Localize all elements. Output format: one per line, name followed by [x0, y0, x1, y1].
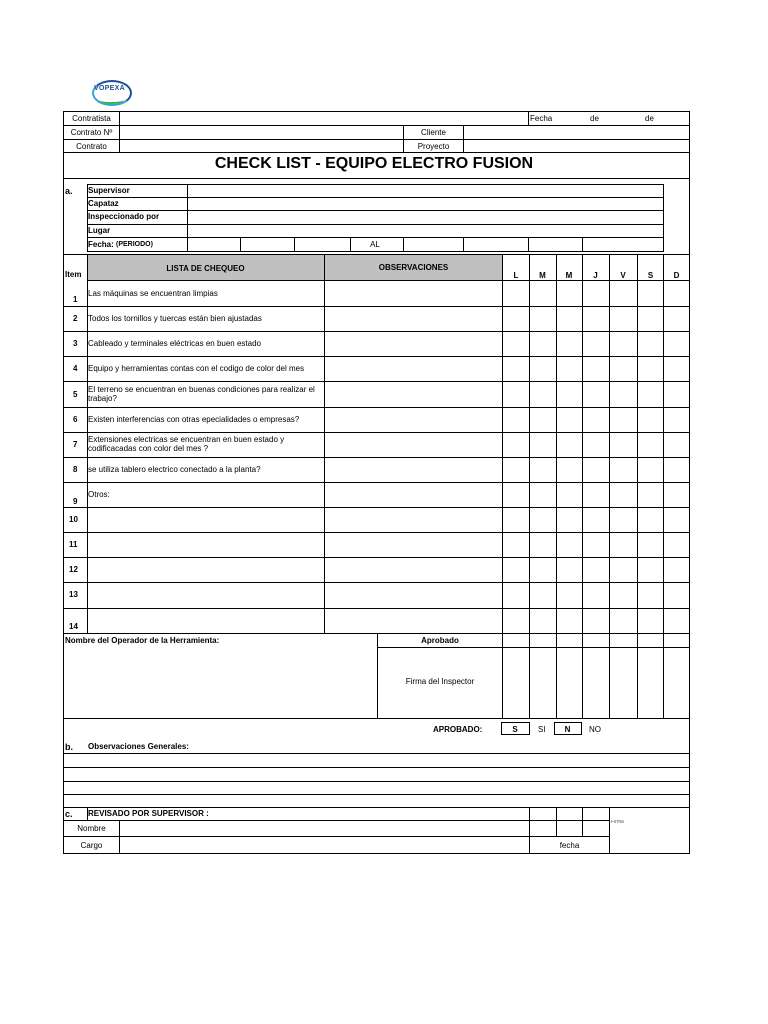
operador-field[interactable]: [65, 648, 376, 717]
cargo-label: Cargo: [80, 841, 103, 850]
contrato-no-label: Contrato Nº: [70, 128, 113, 137]
periodo-label: (PERIODO): [116, 241, 153, 248]
row-text: Otros:: [88, 490, 110, 499]
row-number: 2: [73, 314, 78, 323]
row-number: 4: [73, 364, 78, 373]
day-header-j: J: [593, 271, 598, 280]
cargo-field[interactable]: [120, 837, 528, 852]
supervisor-label: Supervisor: [88, 186, 130, 195]
row-number: 7: [73, 440, 78, 449]
row-text: se utiliza tablero electrico conectado a la planta?: [88, 465, 261, 474]
aprobado-header: Aprobado: [421, 636, 459, 645]
row-text: Todos los tornillos y tuercas están bien ajustadas: [88, 314, 262, 323]
observaciones-generales-label: Observaciones Generales:: [88, 742, 189, 751]
cliente-field[interactable]: [464, 126, 688, 138]
item-header: Item: [65, 270, 82, 279]
approve-n-label: N: [564, 725, 571, 734]
supervisor-field[interactable]: [188, 185, 663, 196]
fecha-label: Fecha:: [88, 240, 114, 249]
proyecto-label: Proyecto: [417, 142, 450, 151]
day-header-d: D: [673, 271, 680, 280]
approve-s-label: S: [512, 725, 518, 734]
day-header-v: V: [620, 271, 626, 280]
revisado-label: REVISADO POR SUPERVISOR :: [88, 809, 209, 818]
inspeccionado-label: Inspeccionado por: [88, 212, 160, 221]
row-number: 14: [69, 622, 78, 631]
contrato-no-field[interactable]: [120, 126, 402, 138]
section-a-marker: a.: [65, 186, 73, 196]
row-text: Las máquinas se encuentran limpias: [88, 289, 218, 298]
row-number: 9: [73, 497, 78, 506]
observaciones-line-2[interactable]: [65, 768, 688, 780]
row-number: 6: [73, 415, 78, 424]
row-number: 10: [69, 515, 78, 524]
row-text: Existen interferencias con otras epecialidades o empresas?: [88, 415, 300, 424]
logo-text: VOPEXA: [94, 85, 125, 92]
day-header-m2: M: [565, 271, 573, 280]
lista-header: LISTA DE CHEQUEO: [166, 264, 245, 273]
section-b-marker: b.: [65, 742, 73, 752]
day-header-s: S: [647, 271, 654, 280]
row-number: 3: [73, 339, 78, 348]
capataz-field[interactable]: [188, 198, 663, 209]
approve-n-checkbox[interactable]: [554, 722, 582, 735]
firma-supervisor-field[interactable]: [610, 821, 688, 852]
day-header-m1: M: [539, 271, 546, 280]
proyecto-field[interactable]: [464, 140, 688, 151]
observaciones-header: OBSERVACIONES: [378, 263, 449, 272]
row-number: 8: [73, 465, 78, 474]
contratista-field[interactable]: [120, 113, 527, 124]
approve-s-checkbox[interactable]: [501, 722, 530, 735]
observaciones-line-3[interactable]: [65, 782, 688, 794]
row-text: Extensiones electricas se encuentran en buen estado y codificacadas con color del mes ?: [88, 435, 285, 454]
contrato-field[interactable]: [120, 140, 402, 151]
form-title: CHECK LIST - EQUIPO ELECTRO FUSION: [214, 155, 534, 172]
operador-label: Nombre del Operador de la Herramienta:: [65, 636, 220, 645]
contratista-label: Contratista: [72, 114, 111, 123]
no-label: NO: [589, 725, 601, 734]
row-number: 11: [69, 540, 78, 549]
checklist-form: [63, 111, 690, 854]
si-label: SI: [538, 725, 546, 734]
nombre-field[interactable]: [120, 821, 528, 835]
nombre-label: Nombre: [77, 824, 106, 833]
row-text: Cableado y terminales eléctricas en buen estado: [88, 339, 261, 348]
de-label-1: de: [590, 114, 599, 123]
firma-label: Firma: [611, 820, 624, 825]
row-number: 13: [69, 590, 78, 599]
cliente-label: Cliente: [421, 128, 446, 137]
fecha-header-label: Fecha: [530, 114, 553, 123]
day-header-l: L: [513, 271, 519, 280]
al-label: AL: [370, 240, 380, 249]
fecha-footer-label: fecha: [559, 841, 580, 850]
aprobado-label: APROBADO:: [433, 725, 483, 734]
section-c-marker: c.: [65, 809, 73, 819]
observaciones-line-1[interactable]: [65, 754, 688, 766]
de-label-2: de: [645, 114, 654, 123]
row-number: 1: [73, 295, 78, 304]
inspeccionado-field[interactable]: [188, 211, 663, 223]
row-text: Equipo y herramientas contas con el codigo de color del mes: [88, 364, 305, 373]
logo-arc-icon: [98, 96, 124, 104]
row-number: 12: [69, 565, 78, 574]
capataz-label: Capataz: [88, 199, 119, 208]
lugar-field[interactable]: [188, 225, 663, 236]
company-logo: [90, 78, 132, 106]
row-text: El terreno se encuentran en buenas condiciones para realizar el trabajo?: [88, 385, 315, 404]
row-number: 5: [73, 390, 78, 399]
lugar-label: Lugar: [88, 226, 111, 235]
contrato-label: Contrato: [76, 142, 107, 151]
firma-inspector-label: Firma del Inspector: [405, 677, 475, 686]
